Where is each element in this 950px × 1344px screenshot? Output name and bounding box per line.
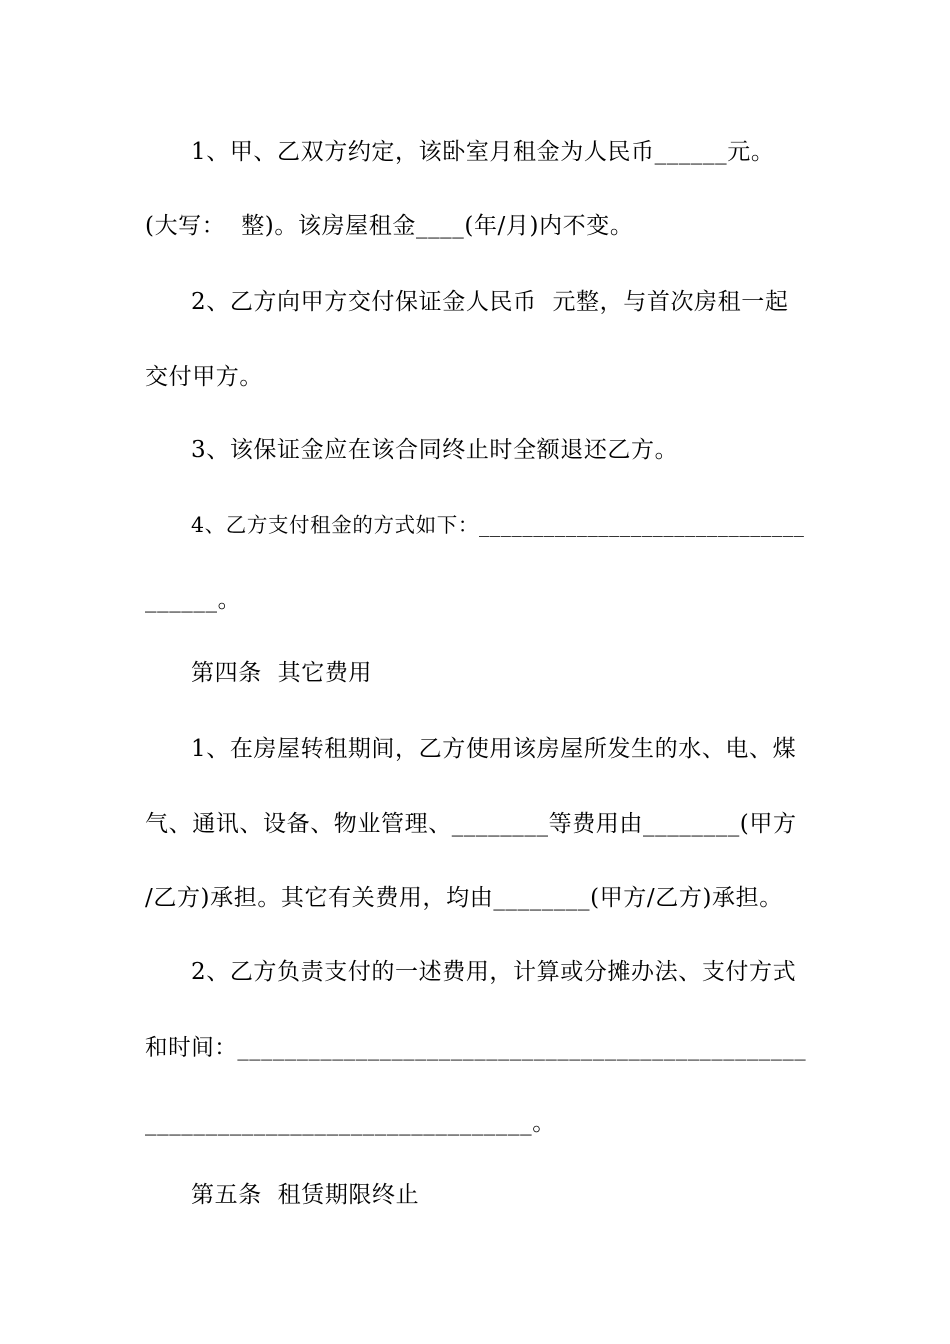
other-fees-line-2: 气、通讯、设备、物业管理、________等费用由________(甲方 (145, 811, 797, 837)
other-fees-line-1: 1、在房屋转租期间，乙方使用该房屋所发生的水、电、煤 (191, 736, 797, 762)
deposit-refund-line: 3、该保证金应在该合同终止时全额退还乙方。 (191, 437, 679, 463)
fee-calculation-line: 2、乙方负责支付的一述费用，计算或分摊办法、支付方式 (191, 959, 797, 985)
fee-time-line: 和时间：________________________________________________ (145, 1035, 807, 1061)
article-five-heading: 第五条 租赁期限终止 (191, 1182, 420, 1208)
other-fees-line-3: /乙方)承担。其它有关费用，均由________(甲方/乙方)承担。 (145, 885, 783, 911)
deposit-line: 2、乙方向甲方交付保证金人民币 元整，与首次房租一起 (191, 289, 789, 315)
rent-amount-line: 1、甲、乙双方约定，该卧室月租金为人民币______元。 (191, 139, 775, 165)
fee-time-line-continued: ________________________________。 (145, 1110, 556, 1136)
payment-method-line: 4、乙方支付租金的方式如下：______________________________ (191, 513, 805, 537)
article-four-heading: 第四条 其它费用 (191, 660, 373, 686)
payment-method-line-continued: ______。 (145, 587, 242, 613)
deposit-line-continued: 交付甲方。 (145, 364, 263, 390)
rent-capital-line: (大写： 整)。该房屋租金____(年/月)内不变。 (145, 213, 634, 239)
